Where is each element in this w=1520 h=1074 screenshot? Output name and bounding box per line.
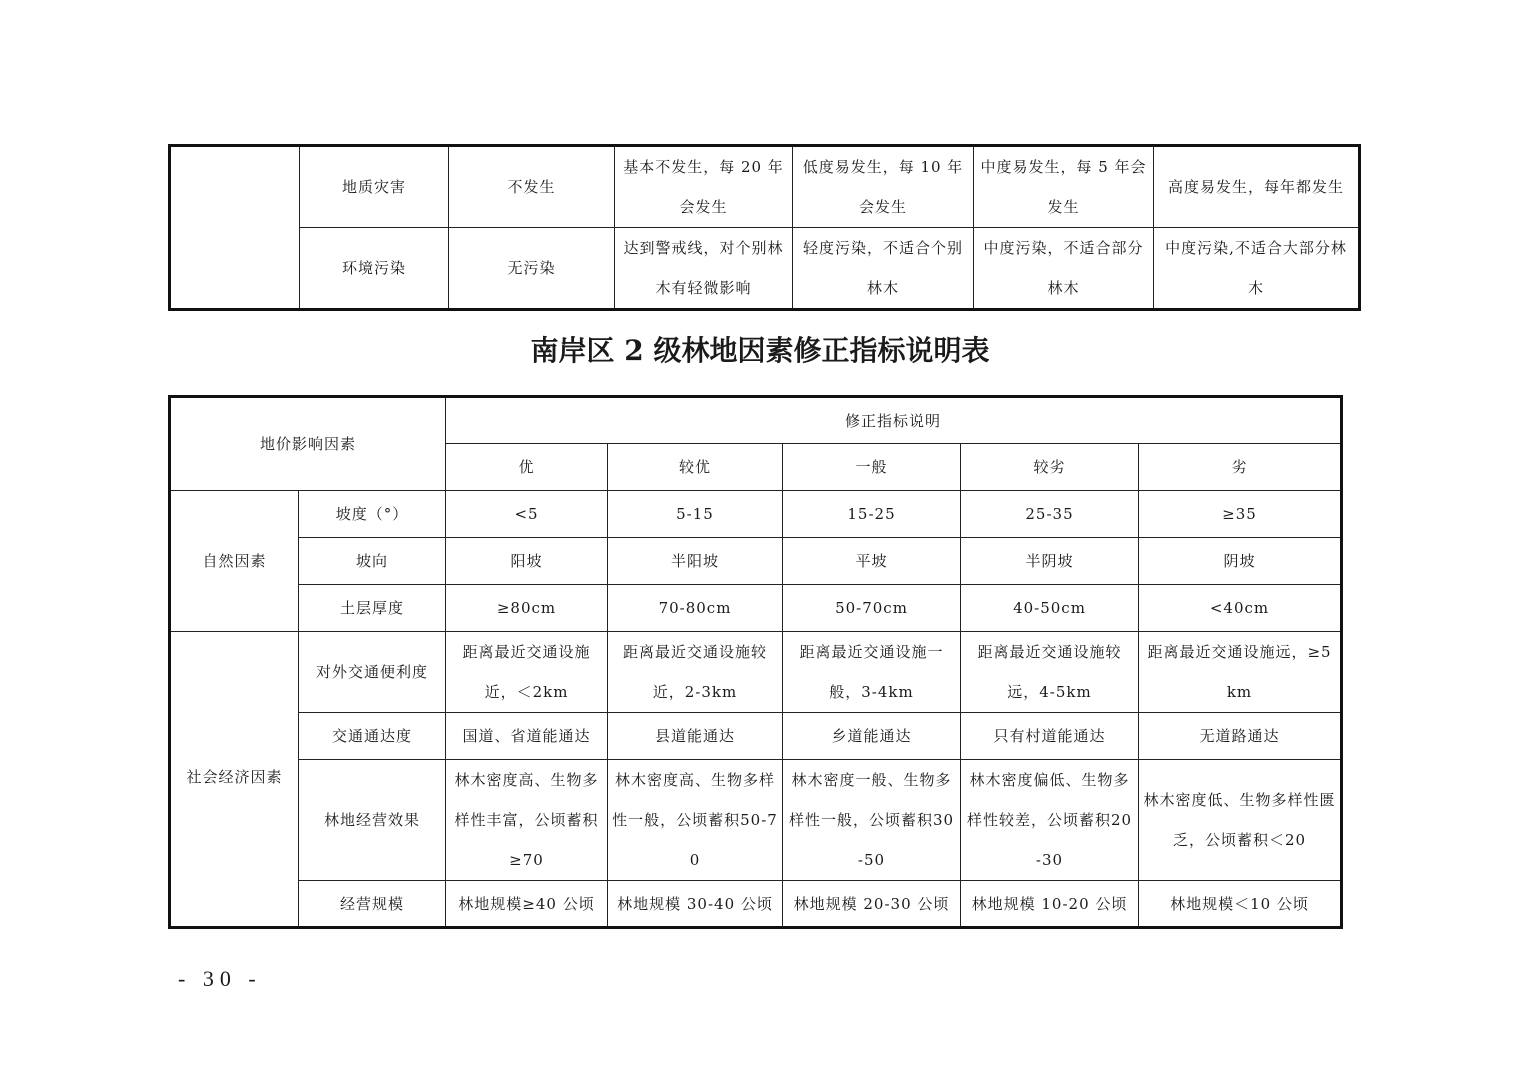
header-factor [170, 397, 446, 491]
value-cell: 林地规模 20-30 公顷 [783, 881, 961, 928]
factor-cell: 坡向 [299, 538, 446, 585]
value-cell: 林木密度低、生物多样性匮乏，公顷蓄积＜20 [1139, 760, 1342, 881]
value-cell: 林木密度一般、生物多样性一般，公顷蓄积30-50 [783, 760, 961, 881]
factor-cell: 地质灾害 [300, 146, 449, 228]
value-cell: 中度污染,不适合大部分林木 [1154, 228, 1360, 310]
value-cell: 50-70cm [783, 585, 961, 632]
value-cell: 距离最近交通设施近，＜2km [446, 632, 608, 713]
value-cell: 乡道能通达 [783, 713, 961, 760]
value-cell: 无污染 [449, 228, 615, 310]
table-row [170, 713, 1342, 760]
table-row [170, 491, 1342, 538]
value-cell: ≥80cm [446, 585, 608, 632]
value-cell: <5 [446, 491, 608, 538]
value-cell: 国道、省道能通达 [446, 713, 608, 760]
value-cell: 达到警戒线，对个别林木有轻微影响 [615, 228, 793, 310]
table-row [170, 538, 1342, 585]
table-row [170, 146, 1360, 228]
value-cell: 低度易发生，每 10 年会发生 [793, 146, 974, 228]
value-cell: 40-50cm [961, 585, 1139, 632]
value-cell: 半阴坡 [961, 538, 1139, 585]
value-cell: 15-25 [783, 491, 961, 538]
value-cell: 林地规模 10-20 公顷 [961, 881, 1139, 928]
factor-cell: 林地经营效果 [299, 760, 446, 881]
factor-cell: 环境污染 [300, 228, 449, 310]
value-cell: 基本不发生，每 20 年会发生 [615, 146, 793, 228]
grade-cell: 较优 [608, 444, 783, 491]
value-cell: 林木密度偏低、生物多样性较差，公顷蓄积20-30 [961, 760, 1139, 881]
factor-cell: 经营规模 [299, 881, 446, 928]
value-cell: 中度易发生，每 5 年会发生 [974, 146, 1154, 228]
table-row [170, 881, 1342, 928]
factor-cell: 土层厚度 [299, 585, 446, 632]
grade-cell: 劣 [1139, 444, 1342, 491]
value-cell: 距离最近交通设施一般，3-4km [783, 632, 961, 713]
factor-cell: 对外交通便利度 [299, 632, 446, 713]
table-title: 南岸区 2 级林地因素修正指标说明表 [530, 334, 990, 367]
factor-cell: 坡度（°） [299, 491, 446, 538]
correction-index-table [168, 395, 1343, 929]
value-cell: 距离最近交通设施较远，4-5km [961, 632, 1139, 713]
value-cell: 距离最近交通设施较近，2-3km [608, 632, 783, 713]
value-cell: 林地规模 30-40 公顷 [608, 881, 783, 928]
value-cell: 中度污染，不适合部分林木 [974, 228, 1154, 310]
table-row [170, 760, 1342, 881]
value-cell: 林地规模≥40 公顷 [446, 881, 608, 928]
value-cell: 县道能通达 [608, 713, 783, 760]
value-cell: 距离最近交通设施远，≥5km [1139, 632, 1342, 713]
factor-cell: 交通通达度 [299, 713, 446, 760]
grade-cell: 一般 [783, 444, 961, 491]
value-cell: 林地规模＜10 公顷 [1139, 881, 1342, 928]
group-cell-empty [170, 146, 300, 310]
value-cell: 无道路通达 [1139, 713, 1342, 760]
grade-cell: 较劣 [961, 444, 1139, 491]
continuation-table [168, 144, 1361, 311]
page-number: - 30 - [178, 966, 262, 991]
table-row [170, 228, 1360, 310]
grade-cell: 优 [446, 444, 608, 491]
header-description: 修正指标说明 [446, 397, 1342, 444]
value-cell: 轻度污染，不适合个别林木 [793, 228, 974, 310]
value-cell: ≥35 [1139, 491, 1342, 538]
value-cell: 不发生 [449, 146, 615, 228]
value-cell: 平坡 [783, 538, 961, 585]
value-cell: 半阳坡 [608, 538, 783, 585]
table-row [170, 632, 1342, 713]
value-cell: 阳坡 [446, 538, 608, 585]
value-cell: 林木密度高、生物多样性一般，公顷蓄积50-70 [608, 760, 783, 881]
group-natural: 自然因素 [170, 491, 299, 632]
header-factor-text: 地价影响因素 [259, 435, 356, 453]
value-cell: 林木密度高、生物多样性丰富，公顷蓄积≥70 [446, 760, 608, 881]
header-row [170, 397, 1342, 444]
group-socioeconomic: 社会经济因素 [170, 632, 299, 928]
value-cell: 阴坡 [1139, 538, 1342, 585]
value-cell: 25-35 [961, 491, 1139, 538]
value-cell: 高度易发生，每年都发生 [1154, 146, 1360, 228]
value-cell: 只有村道能通达 [961, 713, 1139, 760]
value-cell: <40cm [1139, 585, 1342, 632]
value-cell: 5-15 [608, 491, 783, 538]
table-row [170, 585, 1342, 632]
value-cell: 70-80cm [608, 585, 783, 632]
